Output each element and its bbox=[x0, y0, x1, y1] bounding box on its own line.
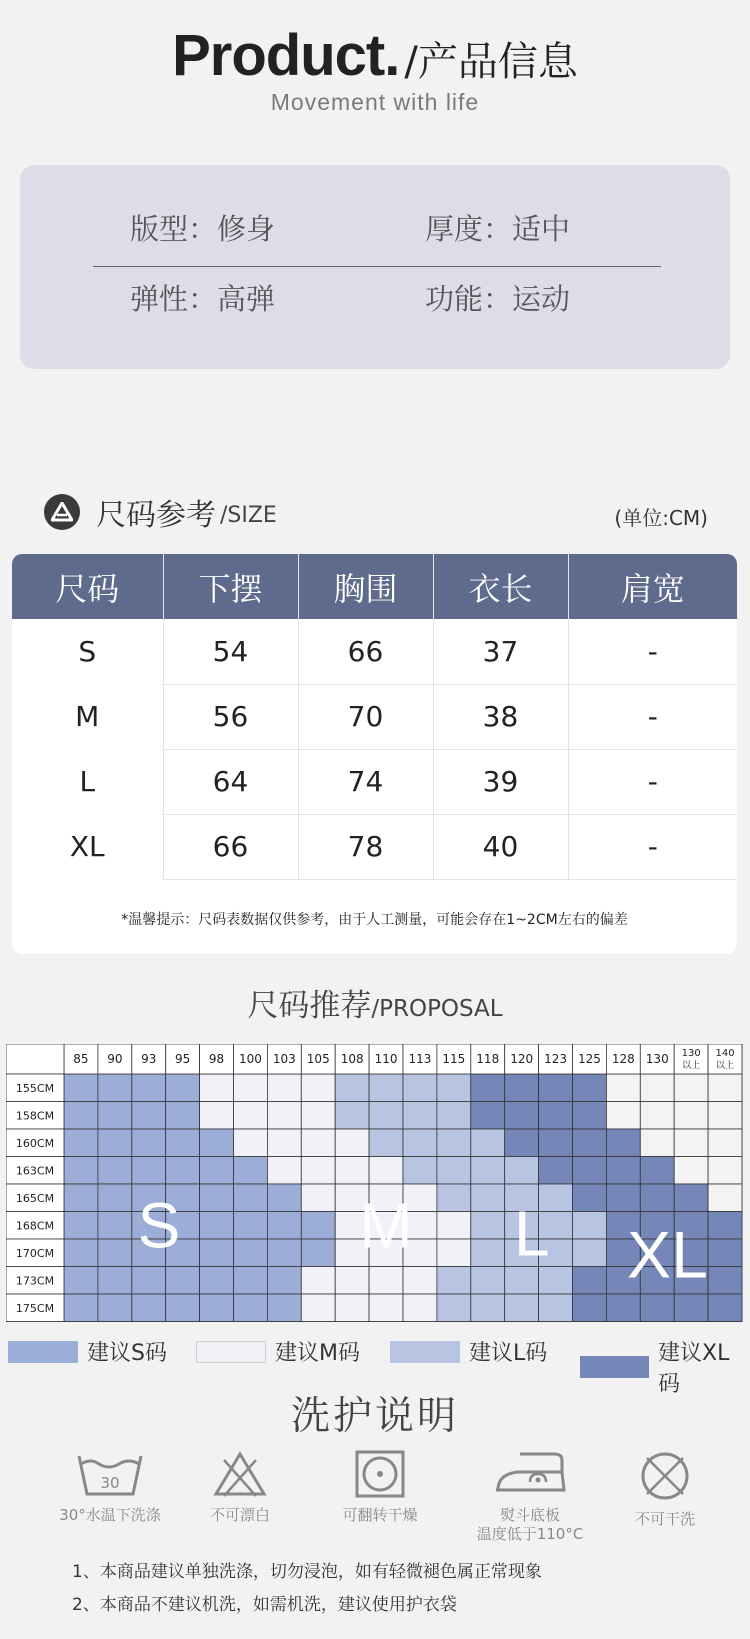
grid-cell bbox=[606, 1184, 640, 1212]
grid-cell bbox=[267, 1267, 301, 1295]
grid-cell bbox=[267, 1184, 301, 1212]
grid-cell bbox=[301, 1157, 335, 1185]
size-table-header: 肩宽 bbox=[568, 554, 737, 619]
grid-cell bbox=[674, 1129, 708, 1157]
weight-label: 以上 bbox=[682, 1061, 701, 1071]
height-label: 170CM bbox=[15, 1247, 55, 1260]
grid-cell bbox=[471, 1267, 505, 1295]
tumble-dry-icon: 可翻转干燥 bbox=[325, 1450, 435, 1525]
grid-cell bbox=[437, 1157, 471, 1185]
grid-cell bbox=[301, 1239, 335, 1267]
grid-cell bbox=[640, 1294, 674, 1322]
no-dry-clean-icon: 不可干洗 bbox=[615, 1450, 715, 1529]
weight-label: 140 bbox=[715, 1048, 735, 1059]
weight-label: 93 bbox=[141, 1052, 157, 1066]
grid-cell bbox=[640, 1074, 674, 1102]
size-table-header: 衣长 bbox=[433, 554, 568, 619]
grid-cell bbox=[234, 1129, 268, 1157]
grid-cell bbox=[606, 1074, 640, 1102]
grid-cell bbox=[64, 1157, 98, 1185]
grid-cell bbox=[403, 1267, 437, 1295]
weight-label: 110 bbox=[374, 1052, 398, 1066]
height-label: 175CM bbox=[15, 1302, 55, 1315]
grid-cell bbox=[234, 1267, 268, 1295]
grid-cell bbox=[539, 1157, 573, 1185]
table-row: XL 66 78 40 - bbox=[12, 814, 737, 879]
grid-cell bbox=[505, 1294, 539, 1322]
grid-cell bbox=[234, 1294, 268, 1322]
grid-cell bbox=[301, 1129, 335, 1157]
weight-label: 130 bbox=[681, 1048, 701, 1059]
grid-cell bbox=[166, 1074, 200, 1102]
weight-label: 120 bbox=[510, 1052, 534, 1066]
height-label: 158CM bbox=[15, 1109, 55, 1123]
grid-cell bbox=[573, 1074, 607, 1102]
grid-cell bbox=[539, 1267, 573, 1295]
title-zh: /产品信息 bbox=[404, 39, 578, 85]
legend-swatch bbox=[390, 1341, 460, 1363]
grid-cell bbox=[64, 1129, 98, 1157]
grid-cell bbox=[606, 1157, 640, 1185]
grid-cell bbox=[200, 1102, 234, 1130]
height-label: 163CM bbox=[15, 1164, 55, 1178]
weight-label: 85 bbox=[73, 1052, 89, 1066]
grid-cell bbox=[708, 1239, 742, 1267]
grid-cell bbox=[64, 1212, 98, 1240]
care-title: 洗护说明 bbox=[290, 1394, 459, 1439]
legend-item-xl: 建议XL码 bbox=[580, 1336, 750, 1398]
grid-cell bbox=[708, 1157, 742, 1185]
grid-cell bbox=[403, 1102, 437, 1130]
table-row: L 64 74 39 - bbox=[12, 749, 737, 814]
grid-cell bbox=[471, 1239, 505, 1267]
grid-cell bbox=[437, 1102, 471, 1130]
legend-swatch bbox=[8, 1341, 78, 1363]
grid-cell bbox=[606, 1129, 640, 1157]
grid-cell bbox=[640, 1184, 674, 1212]
size-note: *温馨提示：尺码表数据仅供参考，由于人工测量，可能会存在1~2CM左右的偏差 bbox=[121, 912, 628, 928]
grid-cell bbox=[166, 1129, 200, 1157]
size-section-title: 尺码参考 /SIZE bbox=[44, 490, 277, 534]
grid-cell bbox=[301, 1184, 335, 1212]
size-table bbox=[12, 554, 737, 880]
zone-label: M bbox=[359, 1189, 413, 1262]
grid-cell bbox=[267, 1074, 301, 1102]
grid-cell bbox=[708, 1294, 742, 1322]
height-label: 168CM bbox=[15, 1219, 55, 1233]
grid-cell bbox=[573, 1157, 607, 1185]
grid-cell bbox=[98, 1157, 132, 1185]
table-row: M 56 70 38 - bbox=[12, 684, 737, 749]
grid-cell bbox=[301, 1267, 335, 1295]
grid-cell bbox=[539, 1074, 573, 1102]
height-label: 165CM bbox=[15, 1192, 55, 1205]
grid-cell bbox=[200, 1074, 234, 1102]
grid-cell bbox=[234, 1212, 268, 1240]
grid-cell bbox=[403, 1294, 437, 1322]
unit-label: (单位:CM) bbox=[614, 506, 708, 530]
no-bleach-icon: 不可漂白 bbox=[190, 1450, 290, 1525]
grid-cell bbox=[640, 1157, 674, 1185]
grid-cell bbox=[539, 1294, 573, 1322]
grid-cell bbox=[708, 1267, 742, 1295]
grid-cell bbox=[369, 1074, 403, 1102]
iron-icon: 熨斗底板 温度低于110°C bbox=[460, 1450, 600, 1544]
grid-cell bbox=[471, 1102, 505, 1130]
grid-cell bbox=[674, 1074, 708, 1102]
grid-cell bbox=[403, 1074, 437, 1102]
grid-cell bbox=[98, 1212, 132, 1240]
grid-cell bbox=[335, 1157, 369, 1185]
grid-cell bbox=[573, 1102, 607, 1130]
weight-label: 108 bbox=[340, 1052, 364, 1066]
zone-label: XL bbox=[627, 1217, 708, 1292]
grid-cell bbox=[301, 1294, 335, 1322]
legend-item-s: 建议S码 bbox=[8, 1336, 167, 1367]
grid-cell bbox=[573, 1294, 607, 1322]
grid-cell bbox=[471, 1294, 505, 1322]
weight-label: 118 bbox=[476, 1052, 500, 1066]
proposal-title: 尺码推荐/PROPOSAL bbox=[247, 988, 503, 1024]
weight-label: 98 bbox=[208, 1052, 225, 1066]
grid-cell bbox=[573, 1267, 607, 1295]
grid-cell bbox=[539, 1102, 573, 1130]
grid-cell bbox=[369, 1294, 403, 1322]
grid-cell bbox=[471, 1184, 505, 1212]
grid-cell bbox=[437, 1294, 471, 1322]
grid-cell bbox=[132, 1102, 166, 1130]
grid-cell bbox=[674, 1102, 708, 1130]
grid-cell bbox=[200, 1239, 234, 1267]
grid-cell bbox=[132, 1157, 166, 1185]
grid-cell bbox=[200, 1294, 234, 1322]
grid-cell bbox=[437, 1074, 471, 1102]
header bbox=[0, 22, 750, 116]
grid-cell bbox=[234, 1184, 268, 1212]
grid-cell bbox=[505, 1074, 539, 1102]
grid-cell bbox=[200, 1129, 234, 1157]
grid-cell bbox=[301, 1102, 335, 1130]
weight-label: 100 bbox=[238, 1052, 262, 1066]
table-row: S 54 66 37 - bbox=[12, 619, 737, 684]
height-label: 155CM bbox=[15, 1082, 55, 1095]
grid-cell bbox=[98, 1267, 132, 1295]
size-table-header: 尺码 bbox=[12, 554, 163, 619]
grid-cell bbox=[539, 1129, 573, 1157]
grid-cell bbox=[640, 1102, 674, 1130]
grid-cell bbox=[369, 1129, 403, 1157]
grid-cell bbox=[708, 1102, 742, 1130]
zone-label: L bbox=[514, 1197, 550, 1270]
subtitle: Movement with life bbox=[270, 89, 480, 115]
grid-cell bbox=[674, 1184, 708, 1212]
divider bbox=[93, 266, 661, 267]
grid-cell bbox=[98, 1074, 132, 1102]
care-tip: 2、本商品不建议机洗，如需机洗，建议使用护衣袋 bbox=[72, 1595, 457, 1615]
grid-cell bbox=[98, 1102, 132, 1130]
grid-cell bbox=[166, 1102, 200, 1130]
grid-cell bbox=[674, 1157, 708, 1185]
size-table-card bbox=[12, 554, 737, 954]
grid-cell bbox=[437, 1184, 471, 1212]
title-en: Product. bbox=[172, 23, 400, 88]
grid-cell bbox=[708, 1074, 742, 1102]
grid-cell bbox=[437, 1239, 471, 1267]
grid-cell bbox=[98, 1294, 132, 1322]
grid-cell bbox=[335, 1294, 369, 1322]
weight-label: 95 bbox=[175, 1052, 191, 1066]
grid-cell bbox=[403, 1129, 437, 1157]
grid-cell bbox=[335, 1129, 369, 1157]
size-table-header: 胸围 bbox=[298, 554, 433, 619]
grid-cell bbox=[267, 1102, 301, 1130]
attribute-elasticity: 弹性：高弹 bbox=[130, 282, 276, 316]
grid-cell bbox=[200, 1267, 234, 1295]
grid-cell bbox=[200, 1212, 234, 1240]
grid-cell bbox=[132, 1294, 166, 1322]
grid-cell bbox=[335, 1074, 369, 1102]
grid-cell bbox=[64, 1184, 98, 1212]
attribute-thickness: 厚度：适中 bbox=[425, 212, 571, 246]
grid-cell bbox=[234, 1157, 268, 1185]
grid-cell bbox=[200, 1157, 234, 1185]
grid-cell bbox=[267, 1157, 301, 1185]
grid-cell bbox=[505, 1102, 539, 1130]
weight-label: 115 bbox=[442, 1052, 466, 1066]
size-table-header: 下摆 bbox=[163, 554, 298, 619]
grid-cell bbox=[369, 1267, 403, 1295]
grid-cell bbox=[98, 1239, 132, 1267]
grid-cell bbox=[64, 1102, 98, 1130]
grid-cell bbox=[573, 1129, 607, 1157]
grid-cell bbox=[335, 1102, 369, 1130]
grid-cell bbox=[200, 1184, 234, 1212]
grid-cell bbox=[301, 1212, 335, 1240]
grid-cell bbox=[64, 1267, 98, 1295]
grid-cell bbox=[132, 1267, 166, 1295]
grid-cell bbox=[606, 1294, 640, 1322]
grid-cell bbox=[267, 1129, 301, 1157]
legend-swatch bbox=[580, 1356, 649, 1378]
svg-text:30: 30 bbox=[100, 1474, 120, 1492]
zone-label: S bbox=[137, 1189, 181, 1262]
grid-cell bbox=[437, 1129, 471, 1157]
grid-cell bbox=[606, 1102, 640, 1130]
grid-cell bbox=[369, 1102, 403, 1130]
grid-cell bbox=[301, 1074, 335, 1102]
grid-cell bbox=[640, 1129, 674, 1157]
grid-cell bbox=[573, 1239, 607, 1267]
wash-30-icon: 30 30°水温下洗涤 bbox=[55, 1450, 165, 1525]
care-tip: 1、本商品建议单独洗涤，切勿浸泡，如有轻微褪色属正常现象 bbox=[72, 1562, 542, 1582]
grid-cell bbox=[98, 1184, 132, 1212]
weight-label: 以上 bbox=[716, 1061, 735, 1071]
legend-swatch bbox=[196, 1341, 266, 1363]
attribute-fit: 版型：修身 bbox=[130, 212, 276, 246]
weight-label: 128 bbox=[611, 1052, 635, 1066]
grid-cell bbox=[674, 1294, 708, 1322]
brand-logo-icon bbox=[44, 494, 80, 530]
grid-cell bbox=[403, 1157, 437, 1185]
weight-label: 103 bbox=[272, 1052, 296, 1066]
grid-cell bbox=[267, 1294, 301, 1322]
grid-cell bbox=[267, 1212, 301, 1240]
grid-cell bbox=[166, 1157, 200, 1185]
grid-corner bbox=[6, 1044, 64, 1074]
grid-cell bbox=[437, 1267, 471, 1295]
grid-cell bbox=[267, 1239, 301, 1267]
weight-label: 125 bbox=[577, 1052, 601, 1066]
grid-cell bbox=[505, 1157, 539, 1185]
grid-cell bbox=[64, 1074, 98, 1102]
grid-cell bbox=[573, 1184, 607, 1212]
grid-cell bbox=[708, 1184, 742, 1212]
grid-cell bbox=[132, 1074, 166, 1102]
grid-cell bbox=[471, 1074, 505, 1102]
grid-cell bbox=[166, 1294, 200, 1322]
grid-cell bbox=[505, 1267, 539, 1295]
grid-cell bbox=[132, 1129, 166, 1157]
grid-cell bbox=[471, 1129, 505, 1157]
height-label: 173CM bbox=[15, 1274, 55, 1288]
grid-cell bbox=[166, 1267, 200, 1295]
grid-cell bbox=[98, 1129, 132, 1157]
weight-label: 113 bbox=[408, 1052, 432, 1066]
grid-cell bbox=[234, 1239, 268, 1267]
weight-label: 123 bbox=[544, 1052, 568, 1066]
attribute-function: 功能：运动 bbox=[425, 282, 571, 316]
legend bbox=[0, 1336, 750, 1397]
grid-cell bbox=[335, 1267, 369, 1295]
grid-cell bbox=[505, 1129, 539, 1157]
grid-cell bbox=[234, 1074, 268, 1102]
attributes-card bbox=[20, 165, 730, 369]
weight-label: 130 bbox=[645, 1052, 669, 1066]
grid-cell bbox=[64, 1294, 98, 1322]
grid-cell bbox=[64, 1239, 98, 1267]
weight-label: 105 bbox=[306, 1052, 330, 1066]
grid-cell bbox=[234, 1102, 268, 1130]
size-recommendation-grid bbox=[6, 1044, 746, 1329]
height-label: 160CM bbox=[15, 1137, 55, 1150]
grid-cell bbox=[369, 1157, 403, 1185]
legend-item-m: 建议M码 bbox=[196, 1336, 360, 1367]
grid-cell bbox=[471, 1157, 505, 1185]
legend-item-l: 建议L码 bbox=[390, 1336, 547, 1367]
grid-cell bbox=[471, 1212, 505, 1240]
grid-cell bbox=[573, 1212, 607, 1240]
grid-cell bbox=[708, 1129, 742, 1157]
grid-cell bbox=[708, 1212, 742, 1240]
weight-label: 90 bbox=[107, 1052, 123, 1066]
grid-cell bbox=[437, 1212, 471, 1240]
